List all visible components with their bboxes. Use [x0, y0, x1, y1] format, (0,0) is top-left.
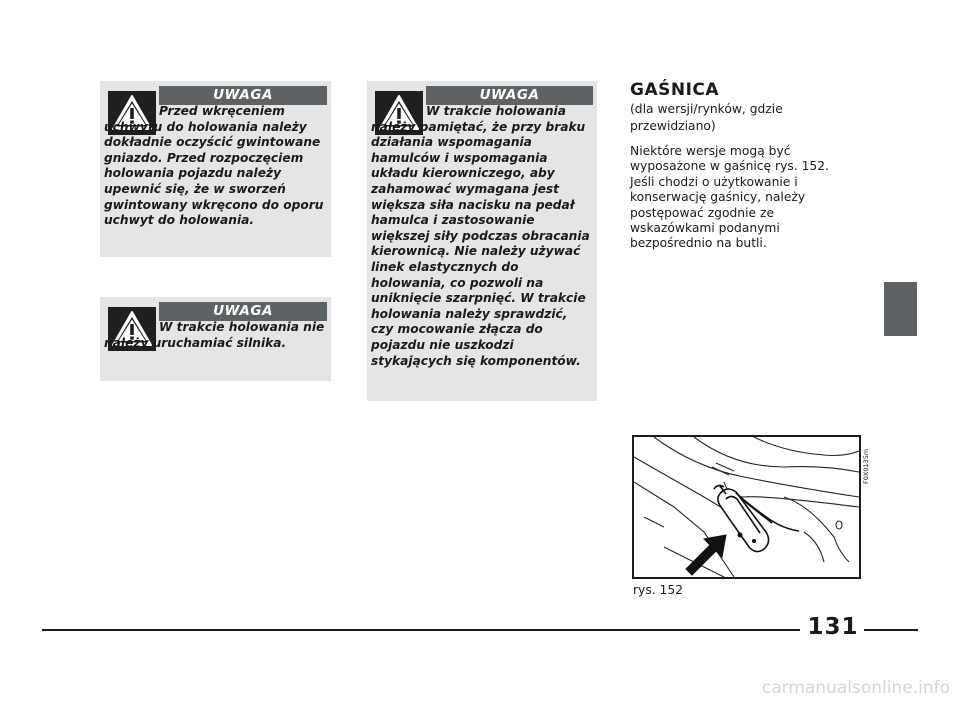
figure-code: F0X0135m — [862, 448, 870, 484]
warning-text: W trakcie holowania nie należy uruchamiać silnika. — [104, 320, 325, 350]
warning-text: Przed wkręceniem uchwytu do holowania należy dokładnie oczyścić gwintowane gniazdo. Przed rozpoczęciem holowania pojazdu należy upewnić się, że w sworzeń gwintowany wkręcono do oporu uchwyt do holowania. — [104, 104, 324, 228]
section-subtitle: (dla wersji/rynków, gdzie przewidziano) — [630, 102, 783, 133]
section-body: Niektóre wersje mogą być wyposażone w gaśnicę rys. 152. Jeśli chodzi o użytkowanie i konserwację gaśnicy, należy postępować zgodnie ze wskazówkami podanymi bezpośrednio na butli. — [630, 144, 829, 251]
warning-text: W trakcie holowania należy pamiętać, że przy braku działania wspomagania hamulców i wspomagania układu kierowniczego, aby zahamować wymagana jest większa siła nacisku na pedał hamulca i zastosowanie większej siły podczas obracania kierownicą. Nie należy używać linek elastycznych do holowania, co pozwoli na uniknięcie szarpnięć. W trakcie holowania należy sprawdzić, czy mocowanie złącza do pojazdu nie uszkodzi stykających się komponentów. — [371, 104, 590, 368]
warning-header: UWAGA — [426, 86, 593, 105]
arrow-icon — [686, 535, 726, 575]
section-title: GAŚNICA — [630, 80, 720, 100]
chapter-tab — [884, 282, 917, 336]
warning-box-3 — [367, 81, 597, 401]
warning-box-1 — [100, 81, 331, 257]
page-number: 131 — [807, 614, 859, 640]
watermark: carmanualsonline.info — [761, 678, 950, 698]
footer-rule-left — [42, 629, 800, 631]
footer-rule-right — [864, 629, 918, 631]
figure-caption: rys. 152 — [633, 583, 684, 597]
warning-header: UWAGA — [159, 86, 327, 105]
figure-illustration — [632, 435, 861, 579]
warning-header: UWAGA — [159, 302, 327, 321]
warning-box-2 — [100, 297, 331, 381]
